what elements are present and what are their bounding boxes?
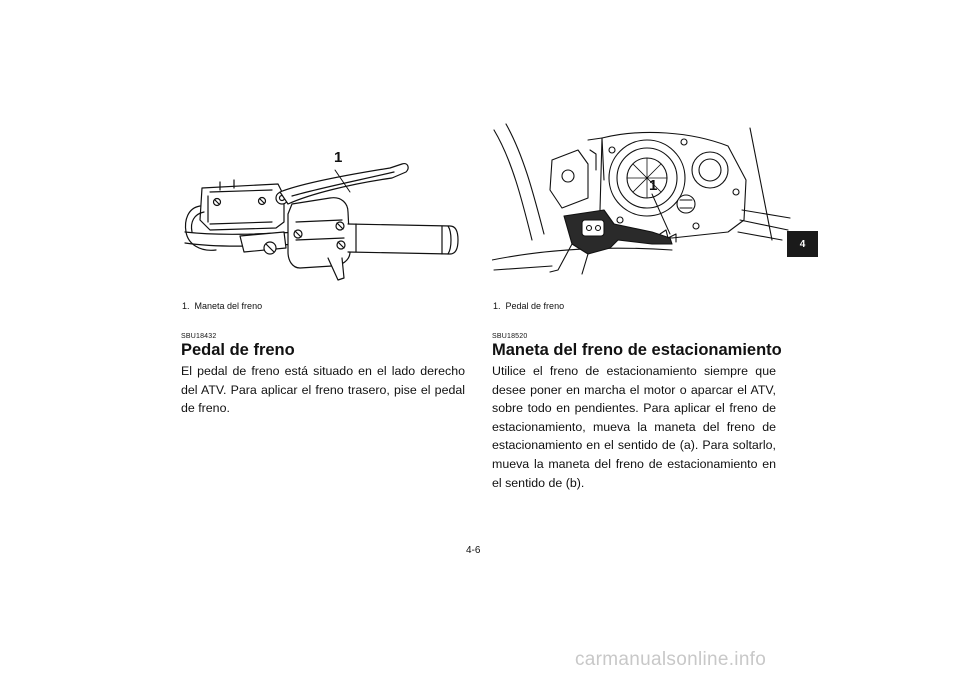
chapter-tab: [787, 231, 818, 257]
caption-number: 1.: [182, 301, 190, 311]
caption-text: Pedal de freno: [505, 301, 565, 311]
section-code: SBU18520: [492, 333, 528, 340]
caption-number: 1.: [493, 301, 501, 311]
brake-pedal-illustration: [492, 120, 792, 280]
brake-lever-illustration: [180, 140, 465, 290]
figure-caption: [182, 302, 262, 311]
section-code: SBU18432: [181, 333, 217, 340]
chapter-tab-number: 4: [799, 238, 806, 250]
figure-callout-number: 1: [649, 177, 658, 194]
caption-text: Maneta del freno: [194, 301, 263, 311]
figure-caption: [493, 302, 564, 311]
page-number: 4-6: [466, 545, 481, 556]
figure-callout-number: 1: [334, 149, 343, 166]
section-heading: Pedal de freno: [181, 341, 295, 359]
site-watermark: carmanualsonline.info: [575, 649, 767, 670]
section-heading: Maneta del freno de estacionamiento: [492, 341, 782, 359]
section-paragraph: Utilice el freno de estacionamiento siempre que desee poner en marcha el motor o aparcar el ATV, sobre todo en pendientes. Para aplicar el freno de estacionamiento, mueva la maneta del freno de estacionamiento en el sentido de (a). Para soltarlo, mueva la maneta del freno de estacionamiento en el sentido de (b).: [492, 364, 776, 490]
section-paragraph: El pedal de freno está situado en el lado derecho del ATV. Para aplicar el freno trasero, pise el pedal de freno.: [181, 364, 465, 416]
